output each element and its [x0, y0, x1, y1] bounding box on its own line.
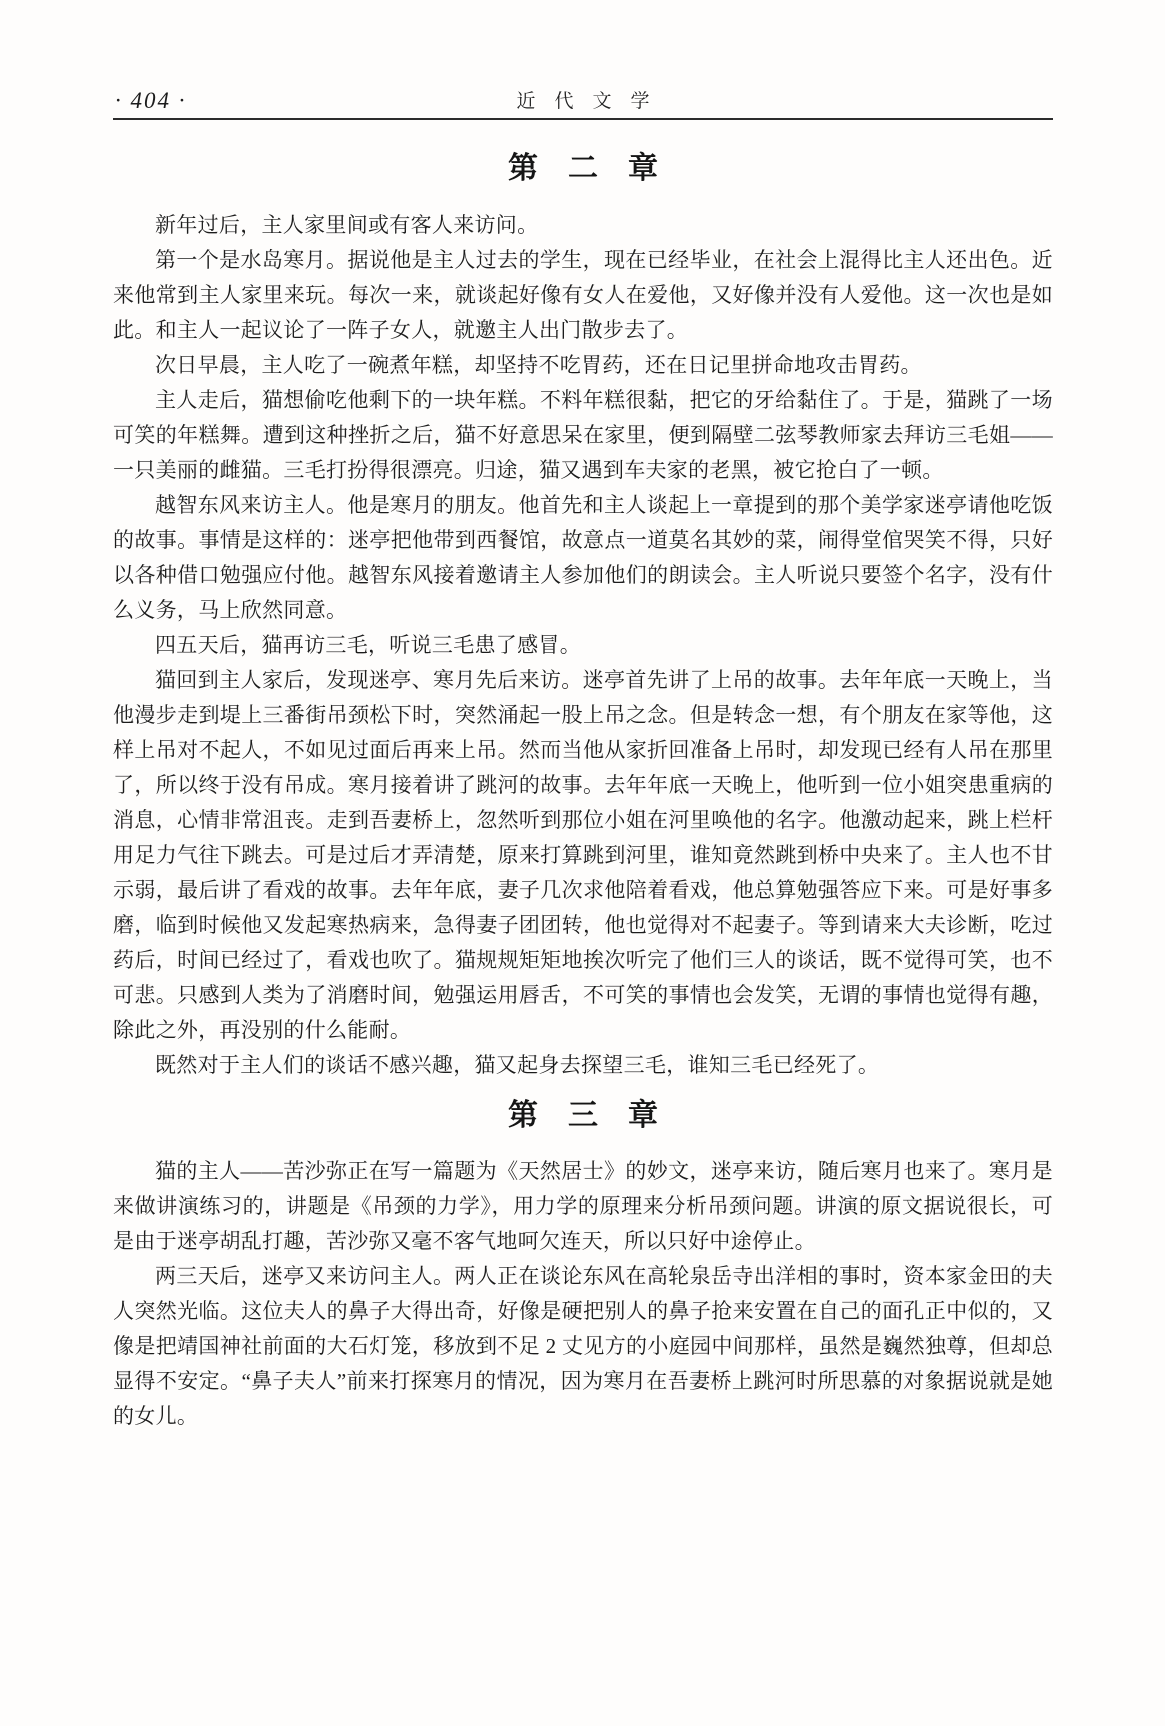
paragraph: 第一个是水岛寒月。据说他是主人过去的学生，现在已经毕业，在社会上混得比主人还出色。近来他常到主人家里来玩。每次一来，就谈起好像有女人在爱他，又好像并没有人爱他。这一次也是如此。和主人一起议论了一阵子女人，就邀主人出门散步去了。: [113, 248, 1053, 342]
paragraph: 主人走后，猫想偷吃他剩下的一块年糕。不料年糕很黏，把它的牙给黏住了。于是，猫跳了一场可笑的年糕舞。遭到这种挫折之后，猫不好意思呆在家里，便到隔壁二弦琴教师家去拜访三毛姐——一只美丽的雌猫。三毛打扮得很漂亮。归途，猫又遇到车夫家的老黑，被它抢白了一顿。: [113, 388, 1053, 482]
paragraph: 两三天后，迷亭又来访问主人。两人正在谈论东风在高轮泉岳寺出洋相的事时，资本家金田的夫人突然光临。这位夫人的鼻子大得出奇，好像是硬把别人的鼻子抢来安置在自己的面孔正中似的，又像是把靖国神社前面的大石灯笼，移放到不足 2 丈见方的小庭园中间那样，虽然是巍然独尊，但却总显得不安定。“鼻子夫人”前来打探寒月的情况，因为寒月在吾妻桥上跳河时所思慕的对象据说就是她的女儿。: [113, 1264, 1053, 1428]
running-head: 近 代 文 学: [516, 91, 650, 112]
chapter-2-body: [113, 208, 1053, 1083]
paragraph: 新年过后，主人家里间或有客人来访问。: [155, 213, 539, 237]
chapter-3-body: [113, 1154, 1053, 1434]
chapter-2-heading: 第 二 章: [508, 152, 658, 185]
paragraph: 既然对于主人们的谈话不感兴趣，猫又起身去探望三毛，谁知三毛已经死了。: [155, 1053, 880, 1077]
paragraph: 次日早晨，主人吃了一碗煮年糕，却坚持不吃胃药，还在日记里拼命地攻击胃药。: [155, 353, 922, 377]
page-number: · 404 ·: [115, 88, 187, 113]
book-page: [0, 88, 1165, 1434]
paragraph: 猫回到主人家后，发现迷亭、寒月先后来访。迷亭首先讲了上吊的故事。去年年底一天晚上，当他漫步走到堤上三番街吊颈松下时，突然涌起一股上吊之念。但是转念一想，有个朋友在家等他，这样上吊对不起人，不如见过面后再来上吊。然而当他从家折回准备上吊时，却发现已经有人吊在那里了，所以终于没有吊成。寒月接着讲了跳河的故事。去年年底一天晚上，他听到一位小姐突患重病的消息，心情非常沮丧。走到吾妻桥上，忽然听到那位小姐在河里唤他的名字。他激动起来，跳上栏杆用足力气往下跳去。可是过后才弄清楚，原来打算跳到河里，谁知竟然跳到桥中央来了。主人也不甘示弱，最后讲了看戏的故事。去年年底，妻子几次求他陪着看戏，他总算勉强答应下来。可是好事多磨，临到时候他又发起寒热病来，急得妻子团团转，他也觉得对不起妻子。等到请来大夫诊断，吃过药后，时间已经过了，看戏也吹了。猫规规矩矩地挨次听完了他们三人的谈话，既不觉得可笑，也不可悲。只感到人类为了消磨时间，勉强运用唇舌，不可笑的事情也会发笑，无谓的事情也觉得有趣，除此之外，再没别的什么能耐。: [113, 668, 1053, 1042]
page-header: [113, 88, 1053, 120]
paragraph: 四五天后，猫再访三毛，听说三毛患了感冒。: [155, 633, 581, 657]
paragraph: 越智东风来访主人。他是寒月的朋友。他首先和主人谈起上一章提到的那个美学家迷亭请他吃饭的故事。事情是这样的：迷亭把他带到西餐馆，故意点一道莫名其妙的菜，闹得堂倌哭笑不得，只好以各种借口勉强应付他。越智东风接着邀请主人参加他们的朗读会。主人听说只要签个名字，没有什么义务，马上欣然同意。: [113, 493, 1053, 622]
paragraph: 猫的主人——苦沙弥正在写一篇题为《天然居士》的妙文，迷亭来访，随后寒月也来了。寒月是来做讲演练习的，讲题是《吊颈的力学》，用力学的原理来分析吊颈问题。讲演的原文据说很长，可是由于迷亭胡乱打趣，苦沙弥又毫不客气地呵欠连天，所以只好中途停止。: [113, 1159, 1053, 1253]
chapter-3-heading: 第 三 章: [508, 1099, 658, 1132]
